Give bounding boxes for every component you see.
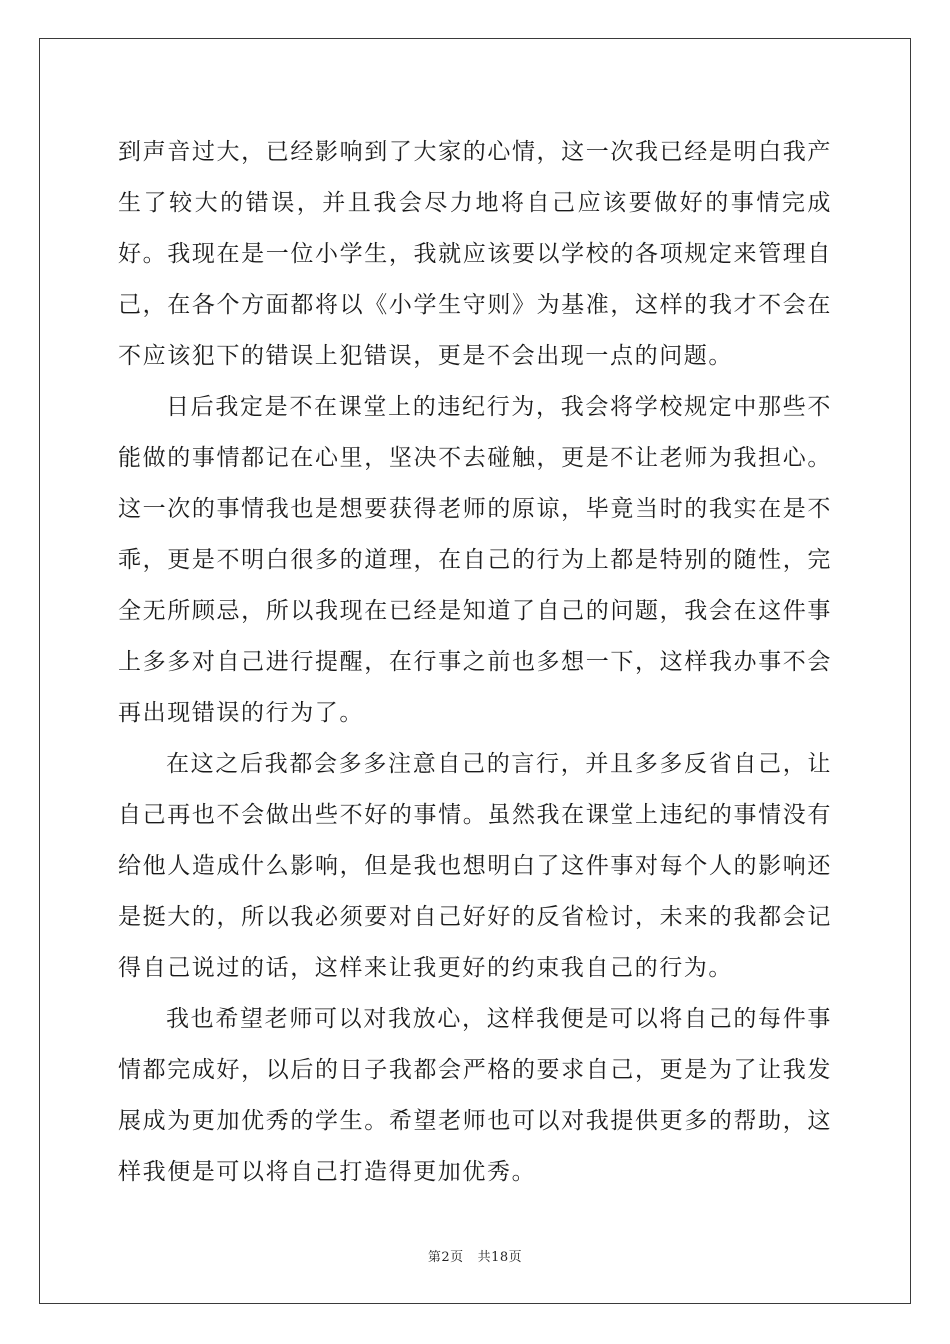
paragraph: 日后我定是不在课堂上的违纪行为，我会将学校规定中那些不能做的事情都记在心里，坚决不去碰触，更是不让老师为我担心。这一次的事情我也是想要获得老师的原谅，毕竟当时的我实在是不乖，更是不明白很多的道理，在自己的行为上都是特别的随性，完全无所顾忌，所以我现在已经是知道了自己的问题，我会在这件事上多多对自己进行提醒，在行事之前也多想一下，这样我办事不会再出现错误的行为了。	[118, 394, 832, 726]
page-total: 共18页	[477, 1250, 523, 1265]
paragraph: 我也希望老师可以对我放心，这样我便是可以将自己的每件事情都完成好，以后的日子我都会严格的要求自己，更是为了让我发展成为更加优秀的学生。希望老师也可以对我提供更多的帮助，这样我便是可以将自己打造得更加优秀。	[118, 1006, 832, 1185]
page-number: 第2页	[427, 1250, 464, 1265]
page-footer	[0, 1246, 950, 1265]
paragraph: 到声音过大，已经影响到了大家的心情，这一次我已经是明白我产生了较大的错误，并且我会尽力地将自己应该要做好的事情完成好。我现在是一位小学生，我就应该要以学校的各项规定来管理自己，在各个方面都将以《小学生守则》为基准，这样的我才不会在不应该犯下的错误上犯错误，更是不会出现一点的问题。	[118, 139, 832, 369]
paragraph: 在这之后我都会多多注意自己的言行，并且多多反省自己，让自己再也不会做出些不好的事情。虽然我在课堂上违纪的事情没有给他人造成什么影响，但是我也想明白了这件事对每个人的影响还是挺大的，所以我必须要对自己好好的反省检讨，未来的我都会记得自己说过的话，这样来让我更好的约束我自己的行为。	[118, 751, 832, 981]
document-body	[118, 127, 832, 1198]
